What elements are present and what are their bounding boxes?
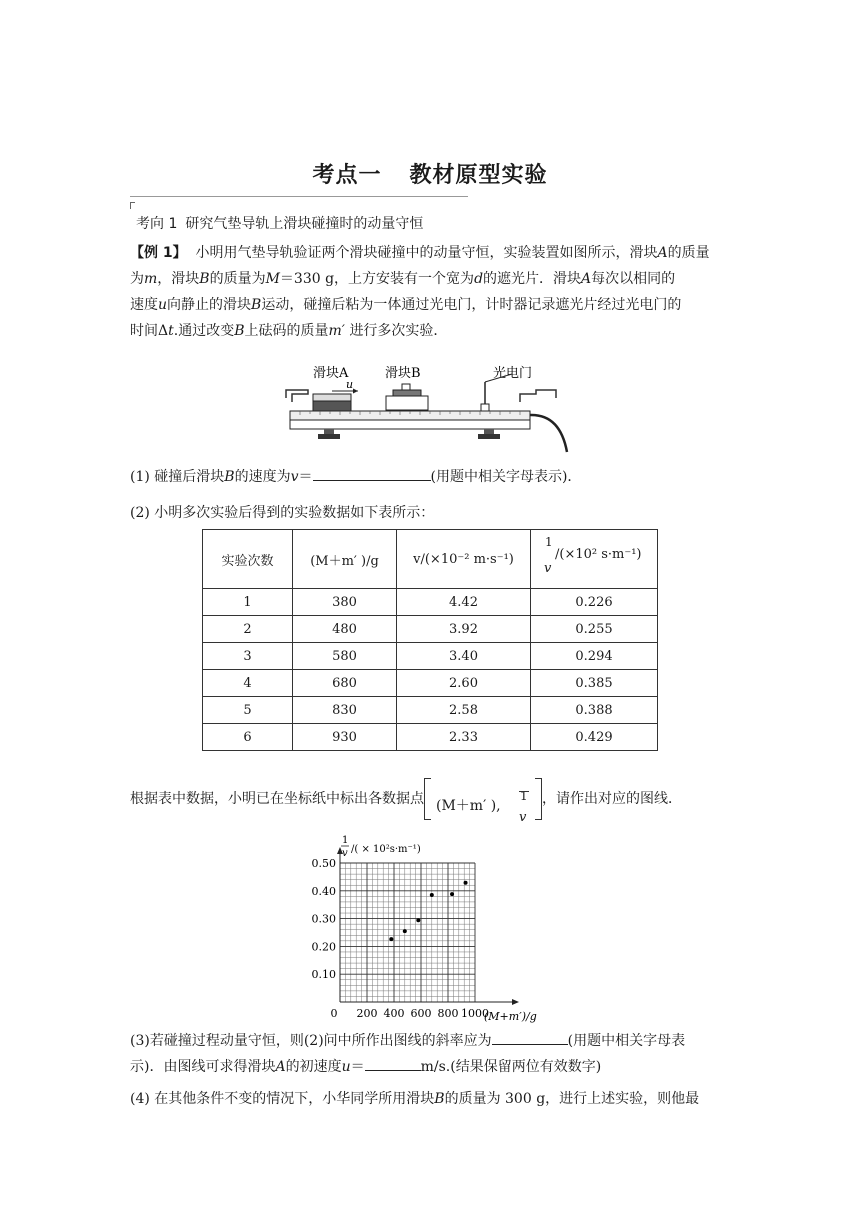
- var-d: d: [474, 271, 484, 287]
- table-cell: 1: [203, 589, 293, 616]
- var-B: B: [434, 1091, 445, 1107]
- header-fraction-num: 1: [545, 535, 553, 549]
- data-point-bracket: [424, 778, 542, 825]
- shutter-flag: [402, 384, 410, 390]
- bracket-fraction-num: 1: [520, 789, 528, 803]
- table-cell: 2.60: [397, 670, 531, 697]
- var-A: A: [581, 271, 592, 287]
- intro-text: 小明用气垫导轨验证两个滑块碰撞中的动量守恒，实验装置如图所示，滑块: [195, 245, 658, 261]
- intro-text: 运动，碰撞后粘为一体通过光电门，计时器记录遮光片经过光电门的: [261, 297, 682, 313]
- data-point: [430, 893, 434, 897]
- table-header: v/(×10⁻² m·s⁻¹): [397, 530, 531, 589]
- slider-a-label: 滑块A: [313, 366, 349, 381]
- intro-text: 进行多次实验．: [349, 323, 448, 339]
- var-m: m: [144, 271, 158, 287]
- answer-blank-slope[interactable]: [492, 1030, 568, 1045]
- answer-blank-1[interactable]: [313, 466, 431, 481]
- velocity-u-label: u: [346, 378, 354, 391]
- photogate-label: 光电门: [493, 366, 533, 381]
- intro-text: 的遮光片．滑块: [483, 271, 582, 287]
- table-cell: 5: [203, 697, 293, 724]
- plot-instruction-text: 根据表中数据，小明已在坐标纸中标出各数据点: [130, 791, 424, 807]
- var-B: B: [224, 469, 235, 485]
- table-header: (M＋m′ )/g: [293, 530, 397, 589]
- table-cell: 3.40: [397, 643, 531, 670]
- topic-number: 考向 1: [136, 216, 178, 232]
- slider-b-label: 滑块B: [385, 366, 421, 381]
- table-row: [203, 643, 658, 670]
- intro-text: 的质量: [667, 245, 710, 261]
- data-point: [416, 918, 420, 922]
- table-cell: 480: [293, 616, 397, 643]
- data-point: [450, 892, 454, 896]
- table-cell: 4.42: [397, 589, 531, 616]
- topic-label: [136, 213, 423, 233]
- intro-text: 每次以相同的: [591, 271, 676, 287]
- y-tick-label: 0.40: [311, 884, 336, 898]
- topic-heading: [130, 196, 468, 232]
- y-tick-label: 0.50: [311, 857, 336, 870]
- x-axis-label: (M+m′)/g: [484, 1010, 537, 1023]
- air-track-diagram: [280, 362, 580, 454]
- var-A: A: [275, 1059, 286, 1075]
- table-row: [203, 724, 658, 751]
- scatter-chart: [300, 834, 600, 1024]
- table-row: [203, 616, 658, 643]
- table-cell: 0.255: [531, 616, 658, 643]
- right-stop: [520, 390, 556, 402]
- x-tick-label: 600: [410, 1007, 432, 1020]
- slider-a-top: [313, 394, 351, 401]
- table-cell: 680: [293, 670, 397, 697]
- q3-text: 的初速度: [285, 1059, 342, 1075]
- plot-instruction-text: ，请作出对应的图线．: [542, 791, 682, 807]
- table-cell: 0.429: [531, 724, 658, 751]
- table-cell: 0.388: [531, 697, 658, 724]
- q3-text: (3)若碰撞过程动量守恒，则(2)问中所作出图线的斜率应为: [130, 1033, 492, 1049]
- arrow-head-icon: [353, 389, 358, 394]
- x-tick-label: 400: [383, 1007, 405, 1020]
- q3-text: 示)．由图线可求得滑块: [130, 1059, 276, 1075]
- y-tick-label: 0.30: [311, 912, 336, 926]
- y-axis-label-num: 1: [342, 835, 349, 846]
- var-B: B: [199, 271, 210, 287]
- y-axis-label-den: v: [342, 848, 348, 859]
- example-intro: [130, 240, 738, 344]
- data-point: [464, 881, 468, 885]
- intro-text: ，滑块: [157, 271, 200, 287]
- air-track-base: [290, 420, 530, 429]
- var-t: t: [168, 323, 174, 339]
- table-cell: 2.33: [397, 724, 531, 751]
- q1-text: ＝: [298, 469, 313, 485]
- q4-text: 的质量为 300 g，进行上述实验，则他最: [444, 1091, 700, 1107]
- air-hose: [530, 415, 567, 452]
- header-fraction-den: v: [544, 561, 552, 576]
- var-u: u: [341, 1059, 351, 1075]
- var-v: v: [290, 469, 299, 485]
- table-cell: 930: [293, 724, 397, 751]
- chart-axes: [337, 847, 519, 1005]
- q1-text: (用题中相关字母表示)．: [430, 469, 582, 485]
- question-3: [130, 1028, 738, 1080]
- table-cell: 0.294: [531, 643, 658, 670]
- table-row: [203, 697, 658, 724]
- table-header-row: [203, 530, 658, 589]
- table-row: [203, 589, 658, 616]
- x-tick-label: 800: [437, 1007, 459, 1020]
- section-title-text: 教材原型实验: [409, 163, 548, 188]
- table-cell: 830: [293, 697, 397, 724]
- slider-a-body: [313, 401, 351, 411]
- var-m-prime: m′: [328, 323, 345, 339]
- bracket-x-expr: (M＋m′ ),: [436, 798, 501, 814]
- right-foot-pad: [478, 434, 500, 439]
- table-cell: 0.226: [531, 589, 658, 616]
- chart-grid-major: [340, 863, 475, 1002]
- chart-grid: [340, 863, 475, 1002]
- var-B: B: [251, 297, 262, 313]
- x-tick-label: 200: [356, 1007, 378, 1020]
- answer-blank-velocity[interactable]: [365, 1056, 421, 1071]
- table-cell: 3.92: [397, 616, 531, 643]
- y-tick-label: 0.10: [311, 968, 336, 982]
- table-row: [203, 670, 658, 697]
- x-tick-label: 0: [330, 1007, 338, 1020]
- intro-text: 向静止的滑块: [167, 297, 252, 313]
- intro-text: 速度: [130, 297, 158, 313]
- table-cell: 2.58: [397, 697, 531, 724]
- x-tick-label: 1000: [461, 1007, 489, 1020]
- left-stop: [286, 390, 308, 402]
- table-cell: 6: [203, 724, 293, 751]
- topic-rule: [130, 196, 468, 197]
- intro-text: 为: [130, 271, 144, 287]
- var-B: B: [234, 323, 245, 339]
- question-4: [130, 1086, 738, 1112]
- header-unit: /(×10² s·m⁻¹): [555, 547, 642, 562]
- x-axis-arrow-icon: [512, 999, 519, 1005]
- bracket-fraction-den: v: [519, 810, 527, 825]
- left-foot-pad: [318, 434, 340, 439]
- q2-text: (2) 小明多次实验后得到的实验数据如下表所示：: [130, 505, 435, 521]
- slider-b-body: [386, 396, 428, 410]
- slider-b-weight: [393, 390, 421, 396]
- var-u: u: [158, 297, 168, 313]
- table-header: [531, 530, 658, 589]
- right-foot: [484, 429, 494, 434]
- table-header: 实验次数: [203, 530, 293, 589]
- y-axis-label-unit: /( × 10²s·m⁻¹): [351, 844, 421, 855]
- left-foot: [324, 429, 334, 434]
- table-cell: 580: [293, 643, 397, 670]
- y-tick-label: 0.20: [311, 940, 336, 954]
- q3-text: ＝: [350, 1059, 365, 1075]
- data-point: [389, 937, 393, 941]
- table-cell: 380: [293, 589, 397, 616]
- intro-text: .通过改变: [173, 323, 235, 339]
- q1-text: (1) 碰撞后滑块: [130, 469, 225, 485]
- q4-text: (4) 在其他条件不变的情况下，小华同学所用滑块: [130, 1091, 435, 1107]
- table-cell: 4: [203, 670, 293, 697]
- table-cell: 0.385: [531, 670, 658, 697]
- var-M: M: [265, 271, 280, 287]
- var-A: A: [657, 245, 668, 261]
- intro-text: ＝330 g，上方安装有一个宽为: [279, 271, 475, 287]
- question-2: [130, 500, 738, 526]
- q3-text: (用题中相关字母表: [567, 1033, 686, 1049]
- plot-instruction: [130, 778, 770, 825]
- q1-text: 的速度为: [234, 469, 291, 485]
- data-table: [202, 529, 658, 751]
- example-tag: 【例 1】: [130, 245, 187, 261]
- question-1: [130, 464, 738, 490]
- intro-text: 的质量为: [209, 271, 266, 287]
- topic-corner-mark: [130, 202, 135, 209]
- intro-text: 时间Δ: [130, 323, 169, 339]
- data-point: [403, 929, 407, 933]
- table-cell: 2: [203, 616, 293, 643]
- q3-text: m/s.(结果保留两位有效数字): [420, 1059, 602, 1075]
- intro-text: 上砝码的质量: [244, 323, 329, 339]
- topic-title: 研究气垫导轨上滑块碰撞时的动量守恒: [185, 216, 424, 232]
- section-title: [0, 158, 860, 189]
- table-cell: 3: [203, 643, 293, 670]
- section-title-number: 考点一: [312, 163, 382, 188]
